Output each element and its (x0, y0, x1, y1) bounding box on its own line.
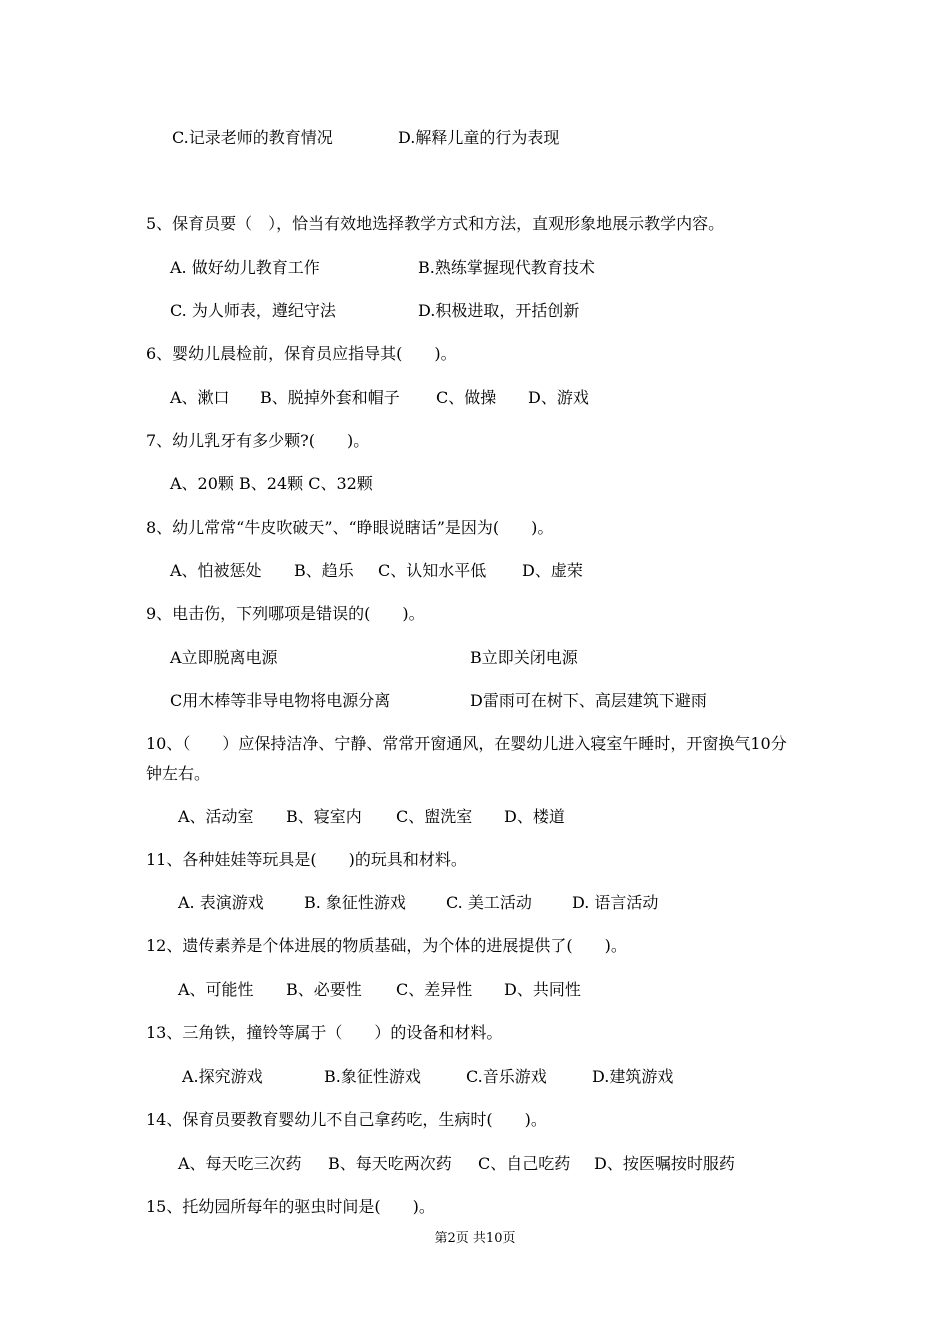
option-c: C.记录老师的教育情况 (172, 128, 333, 147)
option-a: A、怕被惩处 (170, 561, 262, 580)
option-d: D雷雨可在树下、高层建筑下避雨 (470, 691, 707, 710)
option-b: B.熟练掌握现代教育技术 (418, 258, 595, 277)
option-c: C、盥洗室 (396, 807, 473, 826)
option-d: D、游戏 (528, 388, 589, 407)
option-c: C用木棒等非导电物将电源分离 (170, 691, 391, 710)
option-a: A、可能性 (178, 980, 254, 999)
option-c: C、自己吃药 (478, 1154, 571, 1173)
option-b: B、脱掉外套和帽子 (260, 388, 400, 407)
option-b: B、必要性 (286, 980, 362, 999)
option-d: D、共同性 (504, 980, 581, 999)
option-d: D、楼道 (504, 807, 565, 826)
option-b: B、趋乐 (294, 561, 354, 580)
option-list: A、20颗 B、24颗 C、32颗 (170, 474, 373, 493)
question-stem-continued: 钟左右。 (146, 764, 211, 783)
question-stem: 8、幼儿常常“牛皮吹破天”、“睁眼说瞎话”是因为( )。 (146, 518, 554, 537)
question-stem: 15、托幼园所每年的驱虫时间是( )。 (146, 1197, 435, 1216)
option-c: C. 为人师表，遵纪守法 (170, 301, 336, 320)
option-c: C.音乐游戏 (466, 1067, 547, 1086)
option-d: D、按医嘱按时服药 (594, 1154, 735, 1173)
question-stem: 6、婴幼儿晨检前，保育员应指导其( )。 (146, 344, 457, 363)
option-a: A. 表演游戏 (178, 893, 264, 912)
option-d: D.解释儿童的行为表现 (398, 128, 560, 147)
question-stem: 9、电击伤，下列哪项是错误的( )。 (146, 604, 425, 623)
option-d: D. 语言活动 (572, 893, 659, 912)
question-stem: 7、幼儿乳牙有多少颗?( )。 (146, 431, 370, 450)
question-stem: 14、保育员要教育婴幼儿不自己拿药吃，生病时( )。 (146, 1110, 547, 1129)
option-a: A.探究游戏 (182, 1067, 263, 1086)
option-d: D.建筑游戏 (592, 1067, 674, 1086)
option-c: C、认知水平低 (378, 561, 487, 580)
option-a: A. 做好幼儿教育工作 (170, 258, 320, 277)
question-stem: 13、三角铁，撞铃等属于（ ）的设备和材料。 (146, 1023, 503, 1042)
question-stem: 12、遗传素养是个体进展的物质基础，为个体的进展提供了( )。 (146, 936, 627, 955)
option-b: B、寝室内 (286, 807, 362, 826)
option-b: B.象征性游戏 (324, 1067, 421, 1086)
option-c: C. 美工活动 (446, 893, 532, 912)
option-b: B. 象征性游戏 (304, 893, 406, 912)
option-b: B立即关闭电源 (470, 648, 578, 667)
option-c: C、差异性 (396, 980, 473, 999)
question-stem: 5、保育员要（ ），恰当有效地选择教学方式和方法，直观形象地展示教学内容。 (146, 214, 725, 233)
option-d: D、虚荣 (522, 561, 583, 580)
page-footer: 第2页 共10页 (434, 1231, 516, 1246)
question-stem: 11、各种娃娃等玩具是( )的玩具和材料。 (146, 850, 467, 869)
option-b: B、每天吃两次药 (328, 1154, 452, 1173)
option-c: C、做操 (436, 388, 497, 407)
option-a: A、活动室 (178, 807, 254, 826)
option-a: A立即脱离电源 (170, 648, 278, 667)
option-a: A、每天吃三次药 (178, 1154, 302, 1173)
option-d: D.积极进取，开括创新 (418, 301, 580, 320)
option-a: A、漱口 (170, 388, 230, 407)
question-stem: 10、（ ）应保持洁净、宁静、常常开窗通风，在婴幼儿进入寝室午睡时，开窗换气10分 (146, 734, 787, 753)
